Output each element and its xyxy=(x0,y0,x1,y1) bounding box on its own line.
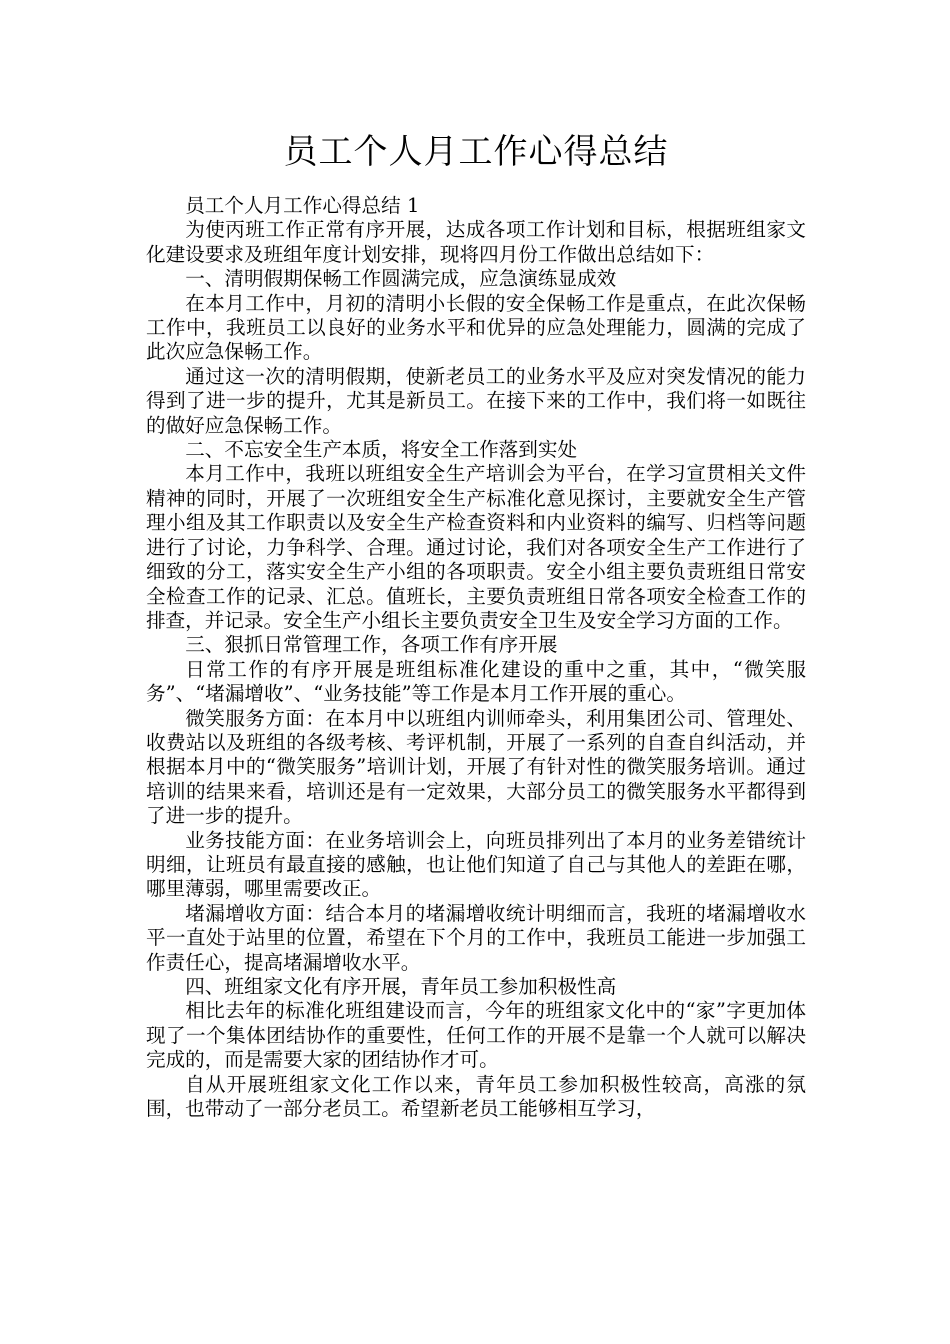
subtitle-paragraph: 员工个人月工作心得总结 1 xyxy=(185,194,420,217)
body-paragraph: 相比去年的标准化班组建设而言，今年的班组家文化中的“家”字更加体现了一个集体团结协作的重要性，任何工作的开展不是靠一个人就可以解决完成的，而是需要大家的团结协作才可。 xyxy=(146,999,806,1072)
body-paragraph: 本月工作中，我班以班组安全生产培训会为平台，在学习宣贯相关文件精神的同时，开展了一次班组安全生产标准化意见探讨，主要就安全生产管理小组及其工作职责以及安全生产检查资料和内业资料的编写、归档等问题进行了讨论，力争科学、合理。通过讨论，我们对各项安全生产工作进行了细致的分工，落实安全生产小组的各项职责。安全小组主要负责班组日常安全检查工作的记录、汇总。值班长，主要负责班组日常各项安全检查工作的排查，并记录。安全生产小组长主要负责安全卫生及安全学习方面的工作。 xyxy=(146,462,806,632)
section-heading-2: 二、不忘安全生产本质，将安全工作落到实处 xyxy=(185,438,578,462)
document-title: 员工个人月工作心得总结 xyxy=(283,132,669,172)
body-paragraph: 日常工作的有序开展是班组标准化建设的重中之重，其中，“微笑服务”、“堵漏增收”、“业务技能”等工作是本月工作开展的重心。 xyxy=(146,657,806,706)
body-paragraph: 自从开展班组家文化工作以来，青年员工参加积极性较高，高涨的氛围，也带动了一部分老员工。希望新老员工能够相互学习， xyxy=(146,1072,806,1121)
body-paragraph: 业务技能方面：在业务培训会上，向班员排列出了本月的业务差错统计明细，让班员有最直接的感触，也让他们知道了自己与其他人的差距在哪，哪里薄弱，哪里需要改正。 xyxy=(146,828,806,901)
document-page xyxy=(146,128,806,1121)
section-heading-1: 一、清明假期保畅工作圆满完成，应急演练显成效 xyxy=(185,267,617,291)
section-heading-4: 四、班组家文化有序开展，青年员工参加积极性高 xyxy=(185,975,617,998)
intro-paragraph: 为使丙班工作正常有序开展，达成各项工作计划和目标，根据班组家文化建设要求及班组年度计划安排，现将四月份工作做出总结如下： xyxy=(146,218,806,266)
body-paragraph: 微笑服务方面：在本月中以班组内训师牵头，利用集团公司、管理处、收费站以及班组的各级考核、考评机制，开展了一系列的自查自纠活动，并根据本月中的“微笑服务”培训计划，开展了有针对性的微笑服务培训。通过培训的结果来看，培训还是有一定效果，大部分员工的微笑服务水平都得到了进一步的提升。 xyxy=(146,706,806,828)
body-paragraph: 在本月工作中，月初的清明小长假的安全保畅工作是重点，在此次保畅工作中，我班员工以良好的业务水平和优异的应急处理能力，圆满的完成了此次应急保畅工作。 xyxy=(146,291,806,364)
section-heading-3: 三、狠抓日常管理工作，各项工作有序开展 xyxy=(185,633,558,657)
body-paragraph: 堵漏增收方面：结合本月的堵漏增收统计明细而言，我班的堵漏增收水平一直处于站里的位置，希望在下个月的工作中，我班员工能进一步加强工作责任心，提高堵漏增收水平。 xyxy=(146,901,806,974)
body-paragraph: 通过这一次的清明假期，使新老员工的业务水平及应对突发情况的能力得到了进一步的提升，尤其是新员工。在接下来的工作中，我们将一如既往的做好应急保畅工作。 xyxy=(146,364,806,437)
